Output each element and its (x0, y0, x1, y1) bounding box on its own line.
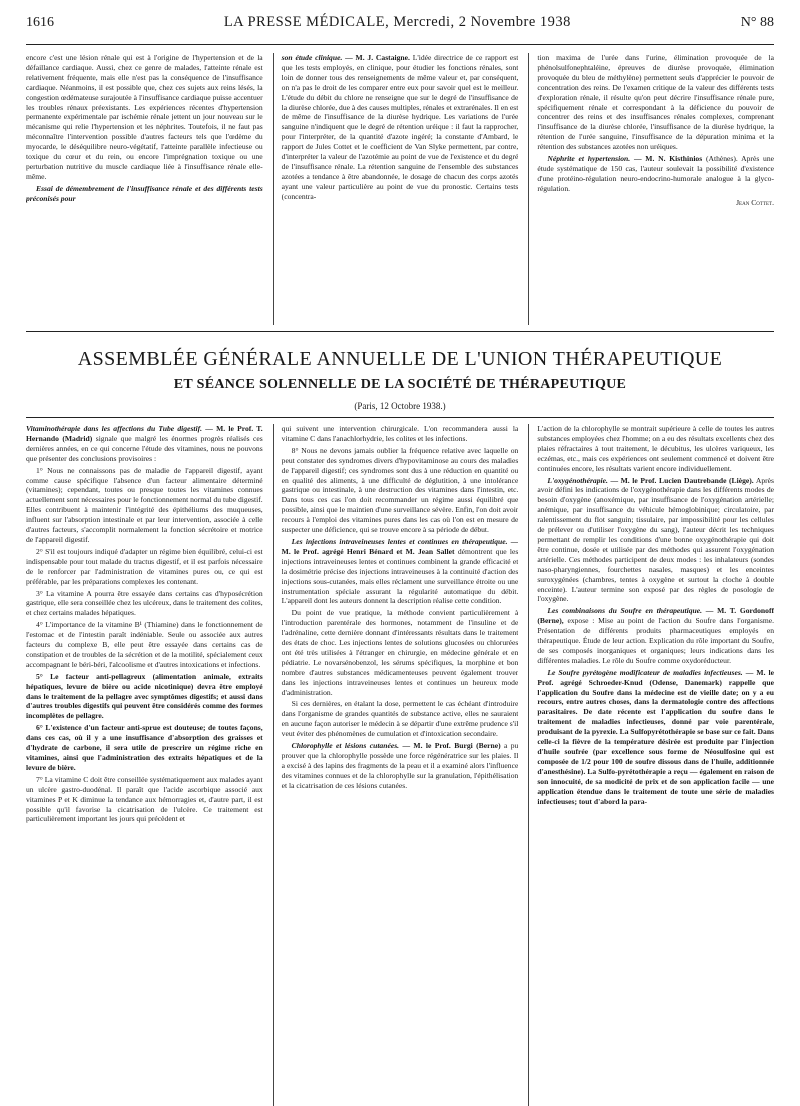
paragraph-text: Après avoir défini les indications de l'oxygénothérapie dans les différents modes de besoin d'oxygène (anoxémique, par insuffisance de l'oxygénation artérielle; anémique, par insuffisance du véhicule hémoglobinique; circulatoire, par ralentissement du flot sanguin; tissulaire, par impossibilité pour les cellules de prélever ou d'utiliser l'oxygène du sang), l'auteur décrit les techniques permettant de remplir les conditions d'une bonne oxygénothérapie qui doit être continue, dosée et utilisée par des méthodes qui assurent l'oxygénation artérielle. Ces méthodes participent de deux modes : les inhalateurs (sondes naso-pharyngiennes, fourchettes nasales, masques) et les enceintes suroxygénées (chambres, tentes à oxygène et surtout la cloche à double enceinte). L'auteur termine son exposé par des règles de posologie de l'oxygène. (537, 475, 774, 604)
paragraph (282, 53, 519, 202)
paragraph: Si ces dernières, en étalant la dose, permettent le cas échéant d'introduire dans l'organisme de grandes quantités de substance active, elles ne sauraient en aucune façon autoriser le médecin à se départir d'une extrême prudence s'il veut éviter des phénomènes de cumulation et d'intoxication secondaire. (281, 699, 519, 739)
paragraph: 1° Nous ne connaissons pas de maladie de l'appareil digestif, ayant comme cause spécifique l'absence d'un facteur alimentaire déterminé (vitamines); cependant, toutes ou presque toutes les vitamines connues actuellement sont nécessaires pour le fonctionnement normal du tube digestif. Elles contribuent à maintenir l'intégrité des épithéliums des muqueuses, influent sur l'absorption intestinale et par leur intervention, associée à celle d'autres facteurs, s'accomplit normalement la fonction sécrétoire et motrice de l'appareil digestif. (26, 465, 263, 544)
paragraph: encore c'est une lésion rénale qui est à l'origine de l'hypertension et de la défaillance cardiaque. Aussi, chez ce genre de malades, l'atteinte rénale est relativement fréquente, mais elle n'est pas la conséquence de l'insuffisance cardiaque. Néanmoins, il est possible que, chez ces sujets aux reins lésés, la congestion œdémateuse surajoutée à l'insuffisance cardiaque puisse accentuer les troubles rénaux préexistants. Les expériences récentes d'hypertension permanente expérimentale par ischémie rénale jettent un jour nouveau sur le mécanisme qui relie l'hypertension et les néphrites. Toutefois, il ne faut pas méconnaître l'intervention possible d'autres facteurs tels que l'œdème du myocarde, le déséquilibre neuro-végétatif, l'atteinte parallèle infectieuse ou toxique du cœur et du rein, ou encore l'imprégnation toxique ou une perturbation nutritive du muscle cardiaque liée à l'insuffisance rénale elle-même. (26, 53, 263, 181)
paragraph: 6° L'existence d'un facteur anti-sprue est douteuse; de toutes façons, dans ces cas, où il y a une insuffisance d'absorption des graisses et d'hydrate de carbone, il sera utile de prescrire un régime riche en vitamines, ainsi que l'administration des extraits hépatiques et de la levure de bière. (26, 723, 263, 772)
section-heading: son étude clinique. (281, 53, 343, 62)
paragraph: Du point de vue pratique, la méthode convient particulièrement à l'introduction parentérale des hormones, notamment de l'insuline et de l'adrénaline, cette dernière donnant d'intéressants résultats dans le traitement des états de choc. Les injections lentes de solutions glucosées ou chlorurées ont été très utilisées à l'étranger en chirurgie, en médecine générale et en pédiatrie. Le novarsénobenzol, les sérums spécifiques, la morphine et bon nombre d'autres substances médicamenteuses peuvent également trouver dans les injections intraveineuses lentes et continues un heureux mode d'administration. (281, 608, 519, 697)
author-name: — M. le Prof. Burgi (Berne) (402, 741, 501, 751)
paragraph-text: (Athènes). Après une étude systématique de 150 cas, l'auteur soulevait la possibilité d'existence d'une protéino-régulation neuro-endocrino-humorale analogue à la glyco-régulation. (537, 154, 774, 193)
paragraph: qui suivent une intervention chirurgicale. L'on recommandera aussi la vitamine C dans l'anachlorhydrie, les colites et les infections. (281, 424, 519, 443)
paragraph: tion maxima de l'urée dans l'urine, élimination provoquée de la phénolsulfonephtaléine, épreuves de diurèse provoquée, élimination provoquée du bleu de méthylène) permettent seuls d'apprécier le pouvoir de concentration des reins. De l'examen critique de la valeur des différents tests d'exploration rénale, il résulte qu'on peut décrire l'insuffisance rénale pure, spécifiquement rénale et correspondant à la déficience du pouvoir de concentrer des reins et des insuffisances rénales complexes, comprenant l'insuffisance de la diurèse chlorée, l'insuffisance de la diurèse hydrique, la rétention de l'urée sanguine, l'insuffisance de la dépuration minima et la rétention des substances azotées non uréiques. (537, 53, 774, 152)
paragraph: L'action de la chlorophylle se montrait supérieure à celle de toutes les autres substances employées chez l'homme; on a eu des résultats excellents chez des plaies réfractaires à tout traitement, le décubitus, les ulcères variqueux, les eczémas, etc., mais ces expériences ont seulement commencé et doivent être continuées encore, les résultats varient encore individuellement. (537, 424, 774, 473)
bottom-columns (26, 417, 774, 1106)
author-name: — M. le Prof. agrégé Henri Bénard et M. Jean Sallet (281, 536, 519, 556)
top-column-2 (273, 53, 519, 325)
author-name: — M. le Prof. agrégé Schroeder-Knud (Odense, Danemark) (537, 667, 774, 687)
paragraph-text: rappelle que l'application du Soufre dans la médecine est de vieille date; on y a eu recours, entre autres choses, dans la dermatologie contre des affections parasitaires. De date récente est l'application du soufre dans le traitement de maladies infectieuses, donné par voie parentérale, produisant de la pyrexie. La Sulfopyrétothérapie se base sur ce fait. Dans celle-ci la fièvre de la température désirée est produite par l'injection d'huile soufrée (par excellence sous forme de Néosulfosine qui est composée de 1/2 pour 100 de soufre dissous dans de l'huile, additionnée d'anesthésine). La Sulfo-pyrétothérapie a reçu — également en raison de son innocuité, de sa modicité de prix et de son application facile — une application étendue dans le traitement de toute une série de maladies infectieuses; tout d'abord la para- (537, 677, 774, 806)
top-columns (26, 53, 774, 325)
paragraph (537, 668, 774, 807)
paragraph-text: a pu prouver que la chlorophylle possède une force régénératrice sur les plaies. Il a excisé à des lapins des fragments de la peau et il a examiné alors l'influence des vitamines connues et de la chlorophylle sur la granulation, l'épithélisation et la cicatrisation de ces lésions cutanées. (281, 741, 519, 790)
paragraph-text: L'idée directrice de ce rapport est que les tests employés, en clinique, pour étudier les fonctions rénales, sont loin de donner tous des renseignements de même valeur et, par conséquent, on n'a pas le droit de les comparer entre eux pour savoir quel est le meilleur. L'étude du débit du chlore ne renseigne que sur le degré de l'insuffisance de la diurèse chlorée, due à des causes multiples, rénales et extrarénales. Il en est de même de l'insuffisance de la diurèse hydrique. Les variations de l'urée sanguine n'indiquent que le degré de rétention uréique : il faut la rapprocher, pour l'interpréter, de la quantité d'azote ingéré; la constante d'Ambard, le rapport de Jules Cottet et le coefficient de Van Slyke permettent, par contre, d'interpréter la valeur de l'azotémie au point de vue de l'existence et du degré de l'insuffisance rénale. La rétention sanguine de l'ensemble des substances azotées a tendance à être abandonnée, le dosage de chacun des corps azotés ayant une valeur particulière au point de vue du pronostic. Certains tests (concentra- (281, 53, 519, 201)
assembly-date: (Paris, 12 Octobre 1938.) (354, 401, 446, 411)
paragraph (537, 476, 774, 605)
bottom-column-2 (273, 424, 519, 1106)
paragraph: 2° S'il est toujours indiqué d'adapter un régime bien équilibré, celui-ci est indispensable pour tout malade du tractus digestif, et il est parfois nécessaire de le renforcer par l'administration de vitamines pures ou, ce qui est préférable, par les préparations complexes les contenant. (26, 546, 263, 586)
paragraph: 8° Nous ne devons jamais oublier la fréquence relative avec laquelle on peut constater des syndromes divers d'hypovitaminose au cours des maladies de l'appareil digestif; ces syndromes sont dus à une réduction en quantité ou en qualité des aliments, à une difficulté de déglutition, à une intolérance gastrique ou intestinale, à une destruction des vitamines dans l'intestin, etc. Dans tous ces cas l'on doit recommander un régime aussi équilibré que possible, ainsi que le maintien d'une surveillance sévère. Enfin, l'on doit avoir recours à l'emploi des vitamines pures dans les cas où l'on est en mesure de suspecter une déficience, qui se trouve encore à sa période de début. (281, 445, 519, 535)
journal-title: LA PRESSE MÉDICALE, Mercredi, 2 Novembre 1938 (223, 14, 571, 30)
issue-number: N° 88 (740, 15, 774, 30)
assembly-heading (26, 331, 774, 411)
bottom-column-3 (528, 424, 774, 1106)
section-heading: Néphrite et hypertension. (547, 154, 631, 164)
author-name: — M. T. Gordonoff (Berne), (537, 606, 774, 626)
page-number: 1616 (26, 15, 54, 30)
section-heading: Vitaminothérapie dans les affections du Tube digestif. (26, 424, 203, 433)
bottom-column-1 (26, 424, 263, 1106)
signature: Jean Cottet. (736, 197, 774, 207)
section-heading: L'oxygénothérapie. (547, 475, 608, 485)
paragraph-text: signale que malgré les énormes progrès réalisés ces dernières années, en ce qui concerne l'étude des vitamines, nous ne pouvons que présenter des conclusions provisoires : (26, 433, 263, 463)
assembly-subtitle: ET SÉANCE SOLENNELLE DE LA SOCIÉTÉ DE THÉRAPEUTIQUE (173, 377, 627, 392)
paragraph (26, 424, 263, 464)
paragraph: 7° La vitamine C doit être conseillée systématiquement aux malades ayant un ulcère gastro-duodénal. Il paraît que l'acide ascorbique associé aux vitamines P et K diminue la tendance aux hémorragies et, d'autre part, il est possible qu'il favorise la cicatrisation de l'ulcère. Ce traitement est particulièrement important les jours qui précèdent et (26, 774, 263, 824)
author-name: — M. J. Castaigne. (345, 53, 410, 62)
author-name: — M. le Prof. T. Hernando (Madrid) (26, 424, 263, 443)
section-heading: Chlorophylle et lésions cutanées. (291, 741, 400, 751)
paragraph (537, 154, 774, 194)
author-name: — M. N. Kisthinios (633, 154, 703, 164)
top-column-1 (26, 53, 263, 325)
paragraph (537, 606, 774, 665)
paragraph: 4° L'importance de la vitamine B¹ (Thiamine) dans le fonctionnement de l'estomac et de l'intestin paraît indéniable. Seule ou associée aux autres facteurs du complexe B, elle peut être essayée dans certains cas de constipation et de troubles de la sécrétion et de la motilité, spécialement ceux accompagnant le béri-béri, l'alcoolisme et d'autres intoxications et infections. (26, 620, 263, 669)
paragraph: 5° Le facteur anti-pellagreux (alimentation animale, extraits hépatiques, levure de bière ou acide nicotinique) devra être employé dans le traitement de la pellagre avec symptômes digestifs; et aussi dans d'autres troubles digestifs qui peuvent être considérés comme des formes incomplètes de pellagre. (26, 671, 263, 721)
paragraph-text: démontrent que les injections intraveineuses lentes et continues combinent la grande efficacité et la dosimétrie précise des injections intraveineuses à la continuité d'action des injections sous-cutanées, mais elles réclament une surveillance étroite ou une instrumentation spéciale assurant la régularité automatique du débit. L'appareil dont les auteurs donnent la description réalise cette condition. (281, 546, 519, 606)
section-heading: Les injections intraveineuses lentes et continues en thérapeutique. (291, 536, 508, 546)
assembly-title: ASSEMBLÉE GÉNÉRALE ANNUELLE DE L'UNION THÉRAPEUTIQUE (77, 348, 723, 370)
top-column-3 (528, 53, 774, 325)
section-heading: Le Soufre pyrétogène modificateur de maladies infectieuses. (547, 667, 743, 677)
section-heading: Les combinaisons du Soufre en thérapeutique. (547, 606, 703, 616)
section-heading: Essai de démembrement de l'insuffisance rénale et des différents tests préconisés pour (26, 183, 263, 203)
paragraph: 3° La vitamine A pourra être essayée dans certains cas d'hyposécrétion gastrique, elle sera conseillée chez les ulcéreux, dans le traitement des colites, et chez certains malades hépatiques. (26, 588, 263, 618)
paragraph (282, 741, 519, 791)
paragraph (282, 537, 519, 606)
page-header (26, 0, 774, 45)
author-name: — M. le Prof. Lucien Dautrebande (Liège). (610, 475, 754, 485)
paragraph-text: expose : Mise au point de l'action du Soufre dans l'organisme. Présentation de différents produits pharmaceutiques employés en thérapeutique. Étude de leur action. Explication du rôle important du Soufre, de ses composés inorganiques et organiques; leurs indications dans les différentes maladies. Le rôle du Soufre comme oxydoréducteur. (537, 616, 774, 665)
